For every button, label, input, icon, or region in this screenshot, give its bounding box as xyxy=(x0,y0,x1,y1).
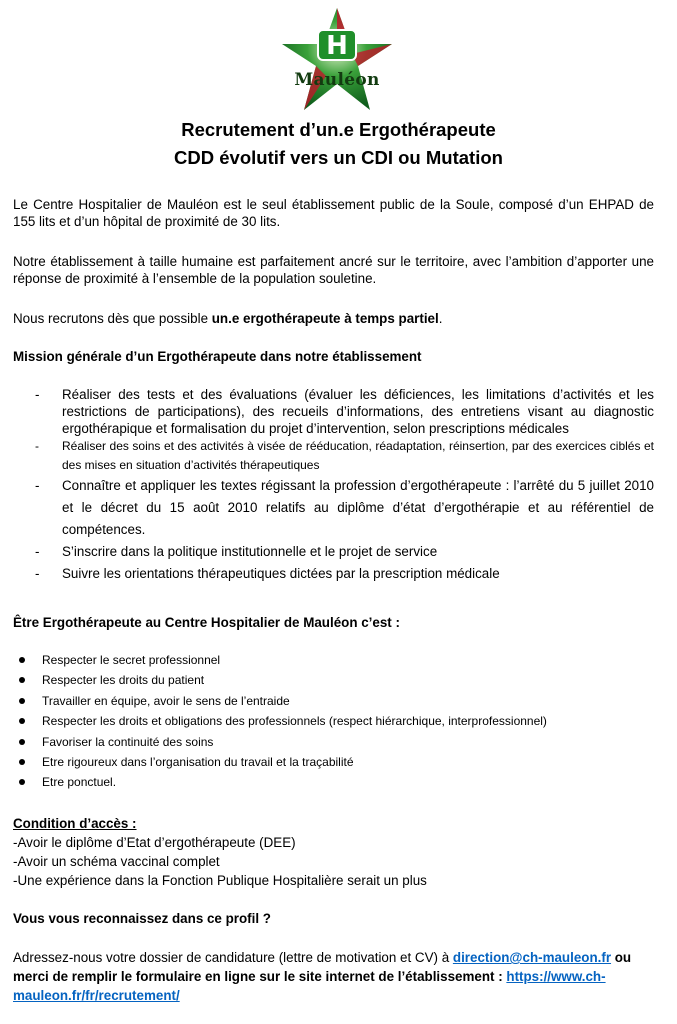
condition-heading-text: Condition d’accès : xyxy=(13,816,137,831)
condition-item: -Une expérience dans la Fonction Publique Hospitalière serait un plus xyxy=(13,873,427,888)
condition-heading xyxy=(13,815,654,832)
etre-item: Respecter le secret professionnel xyxy=(13,650,654,670)
etre-heading: Être Ergothérapeute au Centre Hospitalier de Mauléon c’est : xyxy=(13,615,400,630)
profile-question: Vous vous reconnaissez dans ce profil ? xyxy=(13,911,271,926)
intro-paragraph-1: Le Centre Hospitalier de Mauléon est le seul établissement public de la Soule, composé d’un EHPAD de 155 lits et d’un hôpital de proximité de 30 lits. xyxy=(13,197,654,229)
mission-item: - Connaître et appliquer les textes régissant la profession d’ergothérapeute : l’arrêté du 5 juillet 2010 et le décret du 15 août 2010 relatifs au diplôme d’état d’ergothérapie et au référentiel de compétences. xyxy=(13,475,654,541)
etre-item: Travailler en équipe, avoir le sens de l’entraide xyxy=(13,691,654,711)
mission-item: - Réaliser des tests et des évaluations (évaluer les déficiences, les limitations d’activités et les restrictions de participations), des recueils d’informations, des entretiens visant au diagnostic ergothérapique et formalisation du projet d’intervention, selon prescriptions médicales xyxy=(13,386,654,437)
recruit-paragraph xyxy=(13,310,654,327)
svg-text:H: H xyxy=(326,31,348,61)
etre-item: Respecter les droits et obligations des professionnels (respect hiérarchique, interprofessionnel) xyxy=(13,711,654,731)
apply-bold: ou merci de remplir le formulaire en ligne sur le site internet de l’établissement : xyxy=(13,950,632,984)
recruitment-url-link[interactable]: https://www.ch-mauleon.fr/fr/recrutement/ xyxy=(13,969,606,1003)
mission-list xyxy=(13,386,654,585)
etre-list xyxy=(13,650,654,793)
page-subtitle: CDD évolutif vers un CDI ou Mutation xyxy=(174,147,503,168)
etre-item: Favoriser la continuité des soins xyxy=(13,732,654,752)
mission-item: - S’inscrire dans la politique institutionnelle et le projet de service xyxy=(13,541,654,563)
etre-item: Etre rigoureux dans l’organisation du travail et la traçabilité xyxy=(13,752,654,772)
star-logo-icon xyxy=(274,6,400,114)
logo-text: Mauléon xyxy=(294,70,380,90)
intro-paragraph-2: Notre établissement à taille humaine est parfaitement ancré sur le territoire, avec l’ambition d’apporter une réponse de proximité à l’ensemble de la population souletine. xyxy=(13,254,654,286)
recruit-prefix: Nous recrutons dès que possible xyxy=(13,311,212,326)
condition-item: -Avoir un schéma vaccinal complet xyxy=(13,854,220,869)
mission-item: - Suivre les orientations thérapeutiques dictées par la prescription médicale xyxy=(13,563,654,585)
hospital-logo xyxy=(274,6,400,114)
page-title: Recrutement d’un.e Ergothérapeute xyxy=(181,119,496,140)
condition-item: -Avoir le diplôme d’Etat d’ergothérapeute (DEE) xyxy=(13,835,296,850)
apply-paragraph xyxy=(13,948,654,1005)
mission-heading: Mission générale d’un Ergothérapeute dans notre établissement xyxy=(13,349,422,364)
etre-item: Etre ponctuel. xyxy=(13,772,654,792)
mission-item: - Réaliser des soins et des activités à visée de rééducation, réadaptation, réinsertion, par des exercices ciblés et des mises en situation d’activités thérapeutiques xyxy=(13,437,654,475)
email-link[interactable]: direction@ch-mauleon.fr xyxy=(452,950,612,965)
recruit-suffix: . xyxy=(438,311,443,326)
etre-item: Respecter les droits du patient xyxy=(13,670,654,690)
recruit-bold: un.e ergothérapeute à temps partiel xyxy=(211,311,439,326)
apply-prefix: Adressez-nous votre dossier de candidature (lettre de motivation et CV) à xyxy=(13,950,453,965)
